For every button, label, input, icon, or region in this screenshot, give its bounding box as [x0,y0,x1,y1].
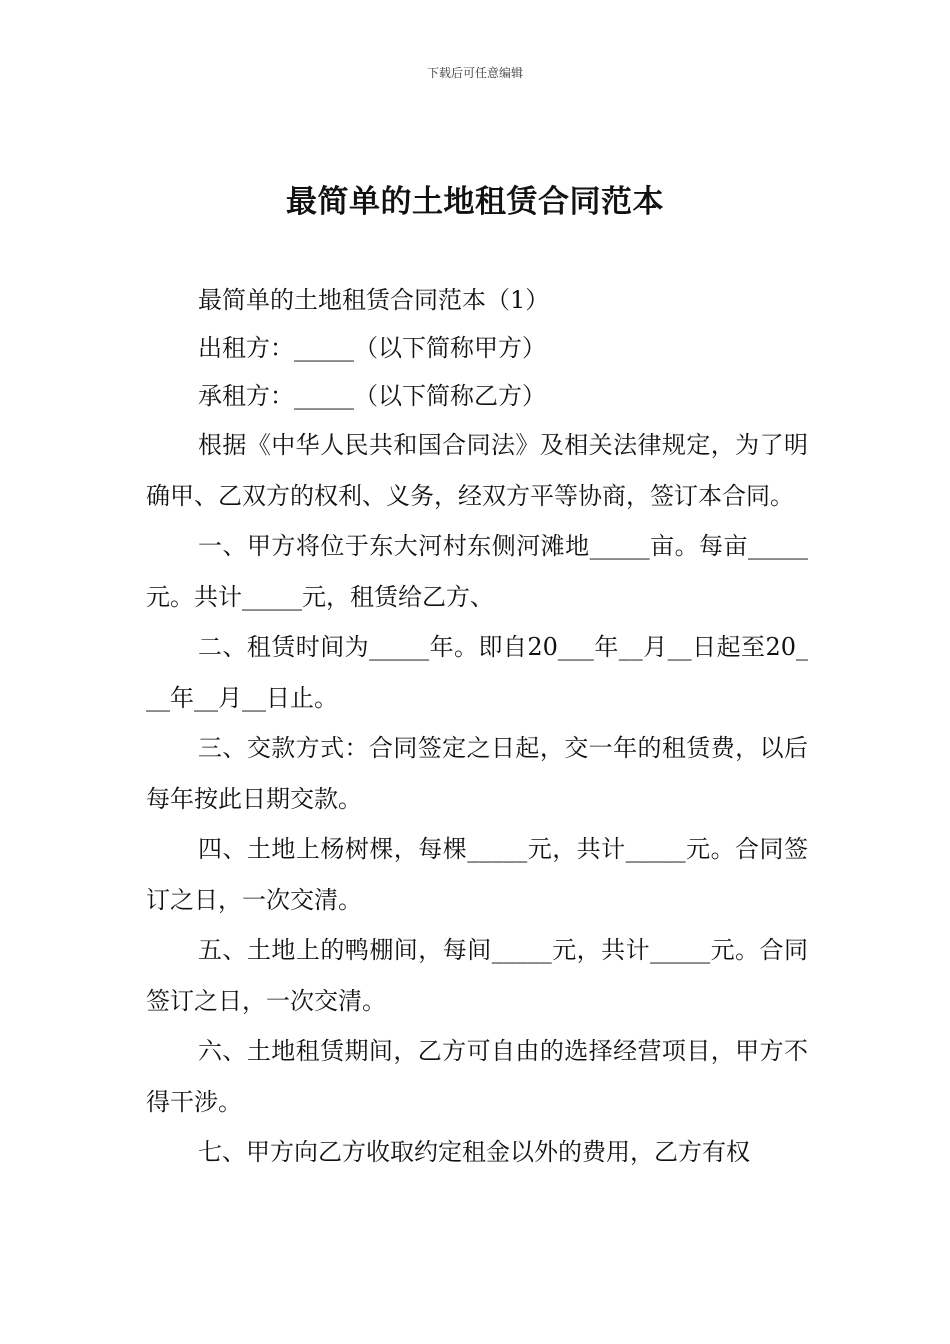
lessor-line: 出租方：_____（以下简称甲方） [198,334,546,362]
document-body [146,276,808,1178]
clause-1: 一、甲方将位于东大河村东侧河滩地_____亩。每亩_____元。共计_____元，租赁给乙方、 [146,532,808,611]
lessee-line: 承租方：_____（以下简称乙方） [198,382,546,410]
clause-3: 三、交款方式：合同签定之日起，交一年的租赁费，以后每年按此日期交款。 [146,734,808,813]
header-note: 下载后可任意编辑 [426,66,523,80]
section-heading: 最简单的土地租赁合同范本（1） [198,286,550,314]
document-title: 最简单的土地租赁合同范本 [286,184,664,220]
preamble-paragraph: 根据《中华人民共和国合同法》及相关法律规定，为了明确甲、乙双方的权利、义务，经双方平等协商，签订本合同。 [146,431,808,510]
clause-5: 五、土地上的鸭棚间，每间_____元，共计_____元。合同签订之日，一次交清。 [146,936,808,1015]
clause-4: 四、土地上杨树棵，每棵_____元，共计_____元。合同签订之日，一次交清。 [146,835,808,914]
clause-2: 二、租赁时间为_____年。即自20___年__月__日起至20___年__月__日止。 [146,633,808,712]
clause-7: 七、甲方向乙方收取约定租金以外的费用，乙方有权 [198,1138,750,1166]
clause-6: 六、土地租赁期间，乙方可自由的选择经营项目，甲方不得干涉。 [146,1037,808,1116]
